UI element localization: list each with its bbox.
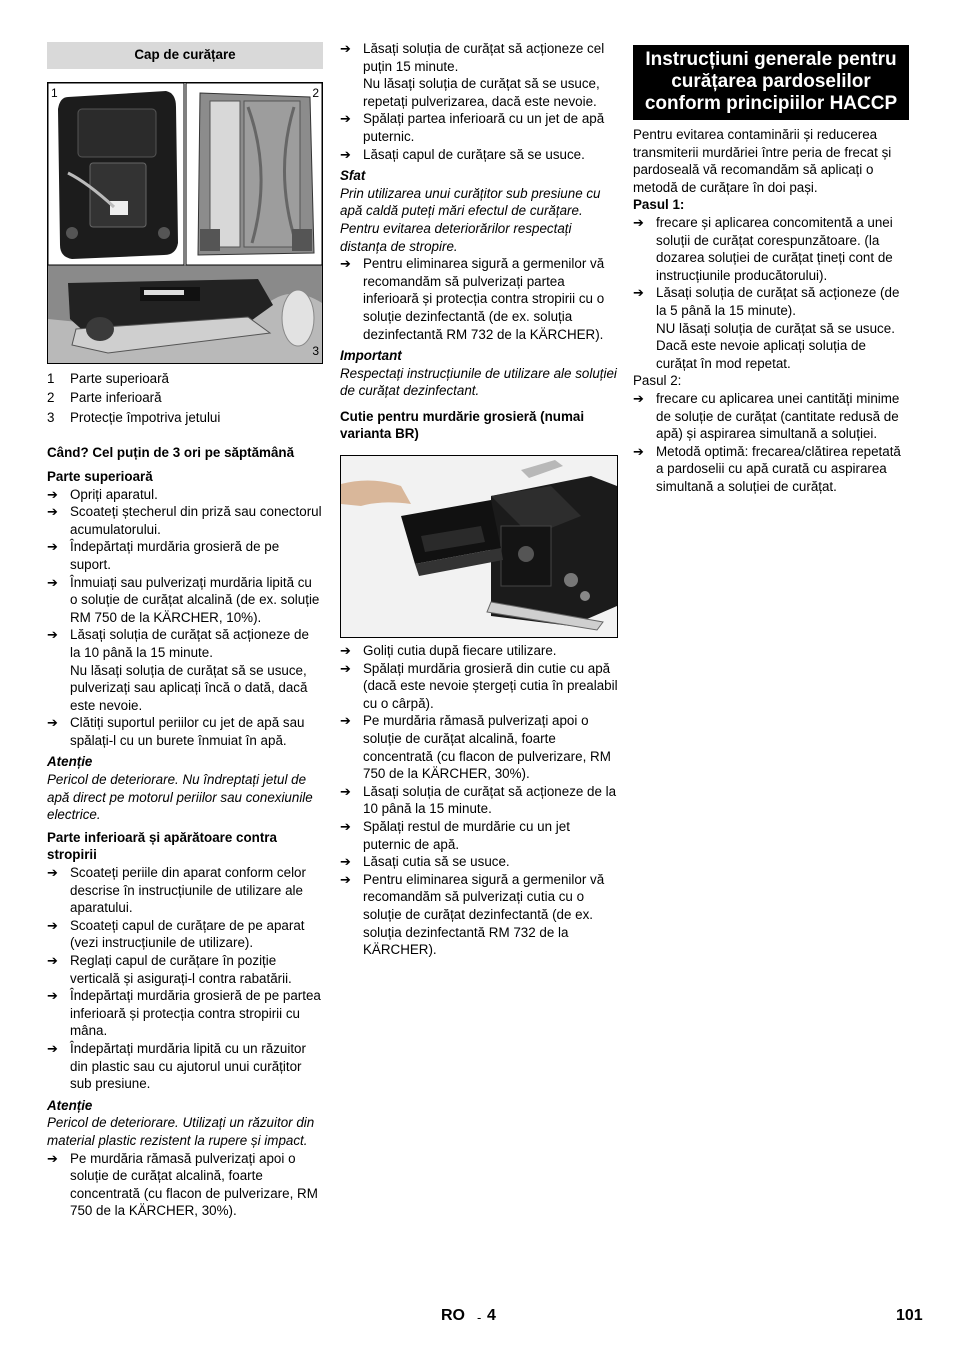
- right-arrow-icon: ➔: [47, 1150, 58, 1166]
- right-arrow-icon: ➔: [340, 819, 351, 834]
- right-arrow-icon: ➔: [47, 504, 58, 520]
- haccp-title: Instrucțiuni generale pentru curățarea pardoselilor conform principiilor HACCP: [633, 45, 909, 120]
- right-arrow-icon: ➔: [47, 574, 58, 590]
- instruction-step: ➔ Reglați capul de curățare în poziție verticală și asigurați-l contra rabatării.: [47, 953, 292, 986]
- right-arrow-icon: ➔: [47, 539, 58, 555]
- legend-item: 2 Parte inferioară: [47, 390, 162, 406]
- instruction-note: Nu lăsați soluția de curățat să se usuce, pulverizați sau aplicați încă o dată, dacă este nevoie.: [70, 662, 308, 713]
- right-arrow-icon: ➔: [47, 865, 58, 881]
- figure-label-2: 2: [312, 85, 319, 100]
- instruction-step: ➔ Lăsați soluția de curățat să acționeze de la 10 până la 15 minute.: [340, 783, 617, 817]
- instruction-step: ➔ Metodă optimă: frecarea/clătirea repetată a pardoselii cu apă curată cu aspirarea simultană a soluției de curățat.: [633, 443, 901, 494]
- instruction-step: ➔ Spălați murdăria grosieră din cutie cu apă (dacă este nevoie ștergeți cutia în prealabil cu o cârpă).: [340, 660, 618, 711]
- right-arrow-icon: ➔: [340, 713, 351, 729]
- section-title-cleaning-head: Cap de curățare: [47, 42, 323, 69]
- attention-text: Pericol de deteriorare. Nu îndreptați jetul de apă direct pe motorul periilor sau conexiunile electrice.: [47, 772, 313, 823]
- right-arrow-icon: ➔: [340, 660, 351, 676]
- page-number: 101: [896, 1307, 923, 1324]
- figure-dirt-box: [340, 455, 618, 638]
- right-arrow-icon: ➔: [340, 146, 351, 162]
- right-arrow-icon: ➔: [47, 486, 58, 502]
- column-2: [340, 40, 618, 959]
- instruction-note: Nu lăsați soluția de curățat să se usuce, repetați pulverizarea, dacă este nevoie.: [363, 76, 600, 109]
- column-3: [633, 40, 909, 495]
- instruction-step: ➔ Pe murdăria rămasă pulverizați apoi o soluție de curățat alcalină, foarte concentrată (cu flacon de pulverizare, RM 750 de la KÄRCHER, 30%).: [340, 713, 611, 782]
- top-part-heading: Parte superioară: [47, 468, 153, 484]
- footer-section-page: 4: [487, 1307, 496, 1324]
- instruction-step: ➔ Scoateți capul de curățare de pe aparat (vezi instrucțiunile de utilizare).: [47, 917, 305, 951]
- instruction-step: ➔ frecare cu aplicarea unei cantități minime de soluție de curățat (cantitate redusă de apă) și aspirarea simultană a soluției.: [633, 390, 900, 442]
- right-arrow-icon: ➔: [340, 111, 351, 127]
- right-arrow-icon: ➔: [633, 390, 644, 406]
- footer-language: RO: [441, 1307, 465, 1324]
- right-arrow-icon: ➔: [340, 256, 351, 272]
- instruction-step: ➔ Lăsați soluția de curățat să acționeze cel puțin 15 minute.: [340, 41, 605, 74]
- instruction-step: ➔ Îndepărtați murdăria lipită cu un răzuitor din plastic sau cu ajutorul unui curățitor sub presiune.: [47, 1040, 306, 1092]
- tip-text: Pentru evitarea deteriorărilor respectați distanța de stropire.: [340, 220, 572, 254]
- right-arrow-icon: ➔: [47, 627, 58, 643]
- instruction-step: ➔ Scoateți periile din aparat conform celor descrise în instrucțiunile de utilizare ale aparatului.: [47, 865, 306, 916]
- instruction-step: ➔ Pe murdăria rămasă pulverizați apoi o soluție de curățat alcalină, foarte concentrată (cu flacon de pulverizare, RM 750 de la KÄRCHER, 30%).: [47, 1150, 318, 1219]
- haccp-intro: Pentru evitarea contaminării și reducerea transmiterii murdăriei între peria de frecat și pardoseală vă recomandăm să aplicați o metodă de curățare în doi pași.: [633, 127, 892, 195]
- legend-item: 3 Protecție împotriva jetului: [47, 409, 221, 425]
- right-arrow-icon: ➔: [340, 41, 351, 56]
- instruction-step: ➔ Înmuiați sau pulverizați murdăria lipită cu o soluție de curățat alcalină (de ex. soluție RM 750 de la KÄRCHER, 10%).: [47, 574, 320, 625]
- right-arrow-icon: ➔: [340, 783, 351, 799]
- instruction-step: ➔ Îndepărtați murdăria grosieră de pe suport.: [47, 539, 280, 572]
- instruction-step: ➔ frecare și aplicarea concomitentă a unei soluții de curățat corespunzătoare. (la dozarea soluției de curățat țineți cont de instrucțiunile producătorului).: [633, 214, 893, 283]
- legend-item: 1 Parte superioară: [47, 370, 169, 386]
- right-arrow-icon: ➔: [47, 917, 58, 933]
- right-arrow-icon: ➔: [47, 988, 58, 1004]
- right-arrow-icon: ➔: [340, 854, 351, 870]
- dirt-box-heading: Cutie pentru murdărie grosieră (numai varianta BR): [340, 408, 585, 442]
- step2-heading: Pasul 2:: [633, 373, 682, 389]
- instruction-step: ➔ Lăsați capul de curățare să se usuce.: [340, 146, 585, 162]
- dirt-box-photo: [341, 456, 617, 637]
- instruction-step: ➔ Clătiți suportul periilor cu jet de apă sau spălați-l cu un burete înmuiat în apă.: [47, 715, 305, 748]
- instruction-step: ➔ Spălați partea inferioară cu un jet de apă puternic.: [340, 111, 605, 144]
- instruction-step: ➔ Îndepărtați murdăria grosieră de pe partea inferioară și protecția contra stropirii cu mâna.: [47, 988, 321, 1039]
- tip-text: Prin utilizarea unui curățitor sub presiune cu apă caldă puteți mări efectul de curățare.: [340, 185, 601, 219]
- instruction-step: ➔ Pentru eliminarea sigură a germenilor vă recomandăm să pulverizați cutia cu o soluție de curățat dezinfectantă (de ex. soluția dezinfectantă RM 732 de la KÄRCHER).: [340, 871, 605, 958]
- right-arrow-icon: ➔: [633, 214, 644, 230]
- right-arrow-icon: ➔: [47, 953, 58, 968]
- attention-text: Pericol de deteriorare. Utilizați un răzuitor din material plastic rezistent la rupere și impact.: [47, 1115, 315, 1148]
- attention-heading: Atenție: [47, 1097, 93, 1113]
- step1-heading: Pasul 1:: [633, 197, 685, 213]
- right-arrow-icon: ➔: [47, 1040, 58, 1056]
- bottom-part-heading: Parte inferioară și apărătoare contra stropirii: [47, 829, 277, 863]
- instruction-step: ➔ Pentru eliminarea sigură a germenilor vă recomandăm să pulverizați partea inferioară și protecția contra stropirii cu o soluție dezinfectantă (de ex. soluția dezinfectantă RM 732 de la KÄRCHER).: [340, 256, 605, 342]
- figure-cleaning-head: [47, 82, 323, 364]
- right-arrow-icon: ➔: [340, 871, 351, 887]
- figure-label-3: 3: [312, 344, 319, 358]
- important-text: Respectați instrucțiunile de utilizare ale soluției de curățat dezinfectant.: [340, 365, 617, 399]
- right-arrow-icon: ➔: [633, 443, 644, 459]
- instruction-step: ➔ Lăsați cutia să se usuce.: [340, 854, 510, 870]
- instruction-step: ➔ Opriți aparatul.: [47, 486, 158, 502]
- instruction-step: ➔ Lăsați soluția de curățat să acționeze de la 10 până la 15 minute.: [47, 627, 309, 660]
- instruction-step: ➔ Spălați restul de murdărie cu un jet puternic de apă.: [340, 819, 570, 852]
- instruction-step: ➔ Goliți cutia după fiecare utilizare.: [340, 643, 557, 659]
- tip-heading: Sfat: [340, 168, 366, 184]
- instruction-note: NU lăsați soluția de curățat să se usuce. Dacă este nevoie aplicați soluția de curățat în mod repetat.: [656, 320, 895, 371]
- column-1: [47, 40, 323, 1220]
- important-heading: Important: [340, 348, 402, 364]
- attention-heading: Atenție: [47, 754, 93, 770]
- instruction-step: ➔ Scoateți ștecherul din priză sau conectorul acumulatorului.: [47, 504, 322, 537]
- footer-dash: -: [477, 1310, 482, 1325]
- figure-label-1: 1: [51, 85, 58, 100]
- right-arrow-icon: ➔: [47, 715, 58, 731]
- figure-legend: [47, 370, 323, 427]
- instruction-step: ➔ Lăsați soluția de curățat să acționeze (de la 5 până la 15 minute).: [633, 285, 900, 318]
- right-arrow-icon: ➔: [340, 643, 351, 659]
- right-arrow-icon: ➔: [633, 285, 644, 301]
- cleaning-head-photo: [48, 83, 322, 363]
- frequency-heading: Când? Cel puțin de 3 ori pe săptămână: [47, 445, 295, 461]
